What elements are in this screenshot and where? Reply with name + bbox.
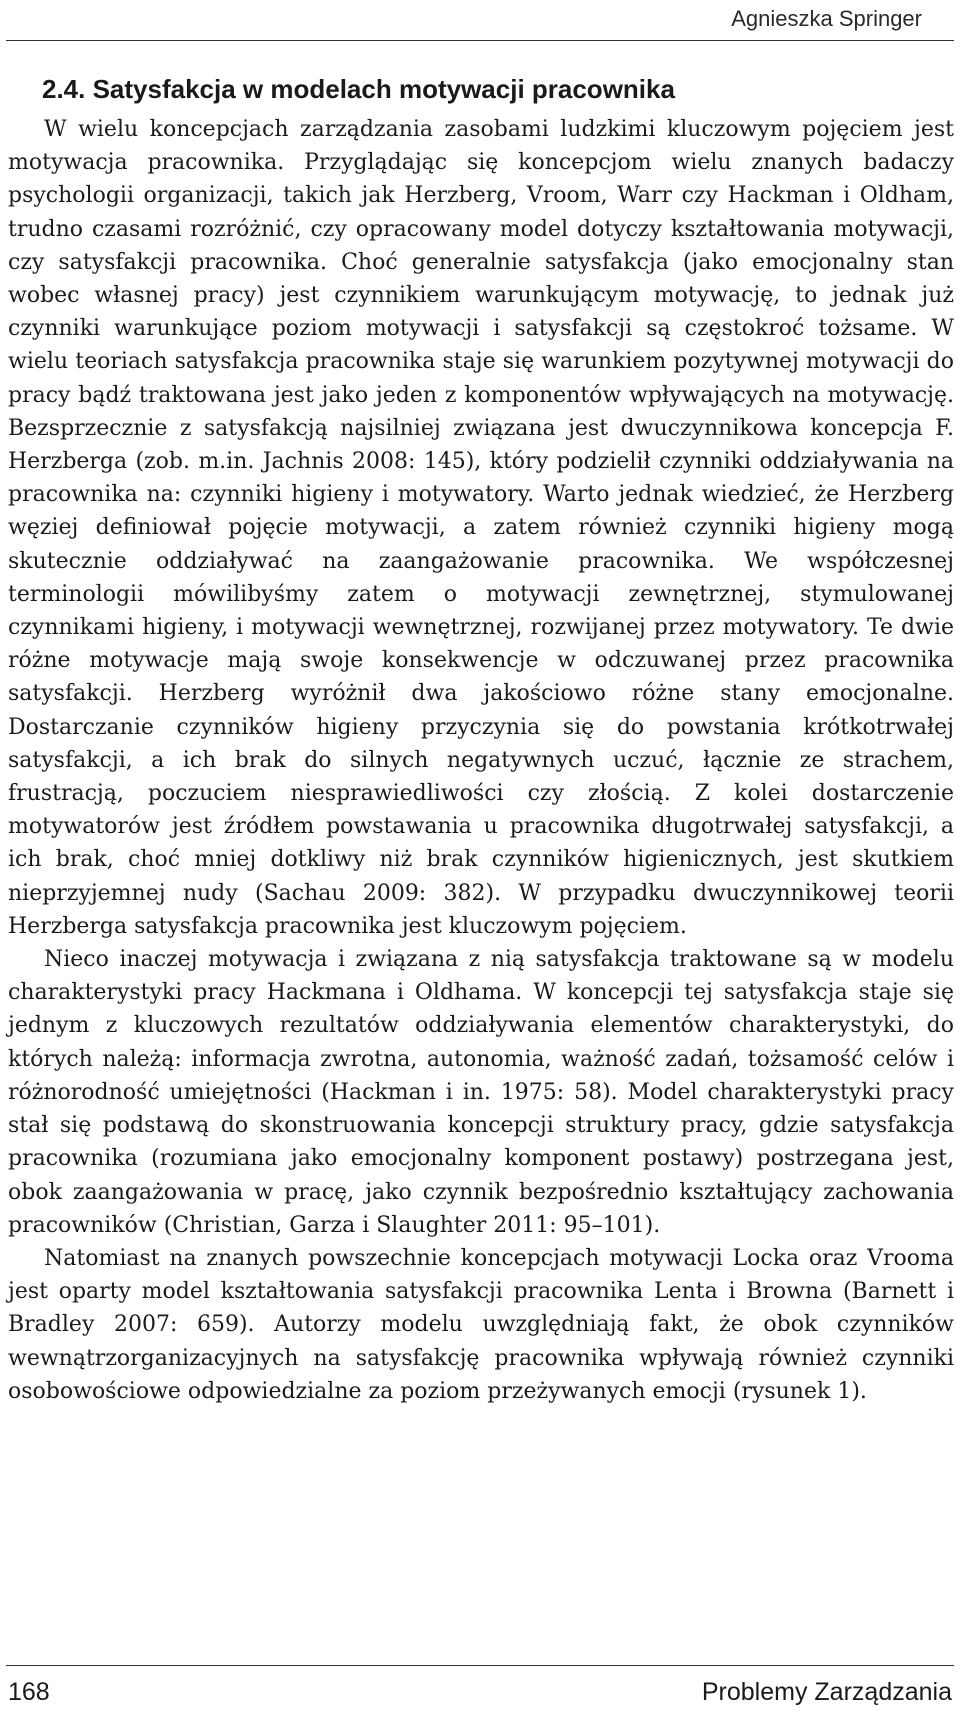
running-header-author: Agnieszka Springer	[731, 6, 922, 31]
header-rule	[6, 40, 954, 41]
paragraph-1: W wielu koncepcjach zarządzania zasobami ludzkimi kluczowym pojęciem jest motywacja pracownika. Przyglądając się koncepcjom wielu znanych badaczy psychologii organizacji, takich jak Herzberg, Vroom, Warr czy Hackman i Oldham, trudno czasami rozróżnić, czy opracowany model dotyczy kształtowania motywacji, czy satysfakcji pracownika. Choć generalnie satysfakcja (jako emocjonalny stan wobec własnej pracy) jest czynnikiem warunkującym motywację, to jednak już czynniki warunkujące poziom motywacji i satysfakcji są częstokroć tożsame. W wielu teoriach satysfakcja pracownika staje się warunkiem pozytywnej motywacji do pracy bądź traktowana jest jako jeden z komponentów wpływających na motywację. Bezsprzecznie z satysfakcją najsilniej związana jest dwuczynnikowa koncepcja F. Herzberga (zob. m.in. Jachnis 2008: 145), który podzielił czynniki oddziaływania na pracownika na: czynniki higieny i motywatory. Warto jednak wiedzieć, że Herzberg węziej definiował pojęcie motywacji, a zatem również czynniki higieny mogą skutecznie oddziaływać na zaangażowanie pracownika. We współczesnej terminologii mówilibyśmy zatem o motywacji zewnętrznej, stymulowanej czynnikami higieny, i motywacji wewnętrznej, rozwijanej przez motywatory. Te dwie różne motywacje mają swoje konsekwencje w odczuwanej przez pracownika satysfakcji. Herzberg wyróżnił dwa jakościowo różne stany emocjonalne. Dostarczanie czynników higieny przyczynia się do powstania krótkotrwałej satysfakcji, a ich brak do silnych negatywnych uczuć, łącznie ze strachem, frustracją, poczuciem niesprawiedliwości czy złością. Z kolei dostarczenie motywatorów jest źródłem powstawania u pracownika długotrwałej satysfakcji, a ich brak, choć mniej dotkliwy niż brak czynników higienicznych, jest skutkiem nieprzyjemnej nudy (Sachau 2009: 382). W przypadku dwuczynnikowej teorii Herzberga satysfakcja pracownika jest kluczowym pojęciem.	[8, 117, 954, 939]
section-title: 2.4. Satysfakcja w modelach motywacji pracownika	[42, 74, 675, 104]
journal-name: Problemy Zarządzania	[701, 1678, 952, 1706]
paragraph-2: Nieco inaczej motywacja i związana z nią satysfakcja traktowane są w modelu charakterystyki pracy Hackmana i Oldhama. W koncepcji tej satysfakcja staje się jednym z kluczowych rezultatów oddziaływania elementów charakterystyki, do których należą: informacja zwrotna, autonomia, ważność zadań, tożsamość celów i różnorodność umiejętności (Hackman i in. 1975: 58). Model charakterystyki pracy stał się podstawą do skonstruowania koncepcji struktury pracy, gdzie satysfakcja pracownika (rozumiana jako emocjonalny komponent postawy) postrzegana jest, obok zaangażowania w pracę, jako czynnik bezpośrednio kształtujący zachowania pracowników (Christian, Garza i Slaughter 2011: 95–101).	[8, 947, 954, 1238]
footer-rule	[6, 1665, 954, 1666]
paragraph-3: Natomiast na znanych powszechnie koncepcjach motywacji Locka oraz Vrooma jest oparty model kształtowania satysfakcji pracownika Lenta i Browna (Barnett i Bradley 2007: 659). Autorzy modelu uwzględniają fakt, że obok czynników wewnątrzorganizacyjnych na satysfakcję pracownika wpływają również czynniki osobowościowe odpowiedzialne za poziom przeżywanych emocji (rysunek 1).	[8, 1245, 954, 1404]
page-number: 168	[8, 1678, 50, 1706]
body-text	[8, 113, 954, 1408]
